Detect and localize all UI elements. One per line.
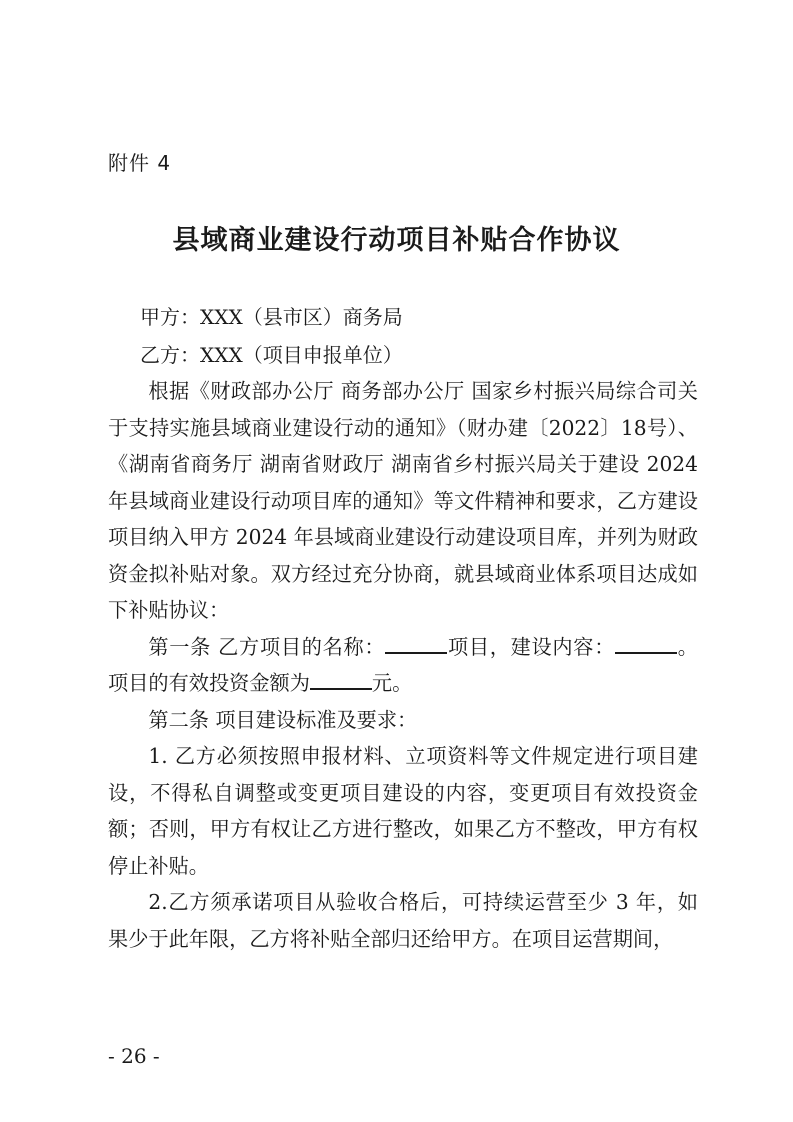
party-b: 乙方：XXX（项目申报单位）: [140, 343, 403, 367]
article-1-text-d: 元。: [371, 671, 413, 695]
construction-content-blank[interactable]: [615, 632, 677, 654]
agreement-body: [108, 373, 698, 957]
document-title: 县域商业建设行动项目补贴合作协议: [172, 225, 621, 256]
project-name-blank[interactable]: [385, 632, 447, 654]
article-1-text-c: 。项目的有效投资金额为: [108, 634, 698, 695]
clause-1: 1. 乙方必须按照申报材料、立项资料等文件规定进行项目建设，不得私自调整或变更项目建设的内容，变更项目有效投资金额；否则，甲方有权让乙方进行整改，如果乙方不整改，甲方有权停止补贴。: [108, 744, 698, 878]
page-number: - 26 -: [108, 1044, 160, 1068]
article-1-text-a: 第一条 乙方项目的名称：: [148, 634, 386, 659]
article-1: [108, 629, 698, 702]
article-2-heading: 第二条 项目建设标准及要求：: [148, 707, 418, 732]
intro-paragraph: 根据《财政部办公厅 商务部办公厅 国家乡村振兴局综合司关于支持实施县域商业建设行动的通知》（财办建〔2022〕18号）、《湖南省商务厅 湖南省财政厅 湖南省乡村振兴局关于建设 2024 年县域商业建设行动项目库的通知》等文件精神和要求，乙方建设项目纳入甲方 2024 年县域商业建设行动建设项目库，并列为财政资金拟补贴对象。双方经过充分协商，就县域商业体系项目达成如下补贴协议：: [108, 379, 698, 622]
attachment-label: 附件 4: [108, 151, 172, 175]
party-a: 甲方：XXX（县市区）商务局: [140, 305, 403, 329]
clause-2: 2.乙方须承诺项目从验收合格后，可持续运营至少 3 年，如果少于此年限，乙方将补贴全部归还给甲方。在项目运营期间，: [108, 890, 698, 951]
investment-amount-blank[interactable]: [310, 668, 372, 690]
article-1-text-b: 项目，建设内容：: [447, 634, 616, 659]
